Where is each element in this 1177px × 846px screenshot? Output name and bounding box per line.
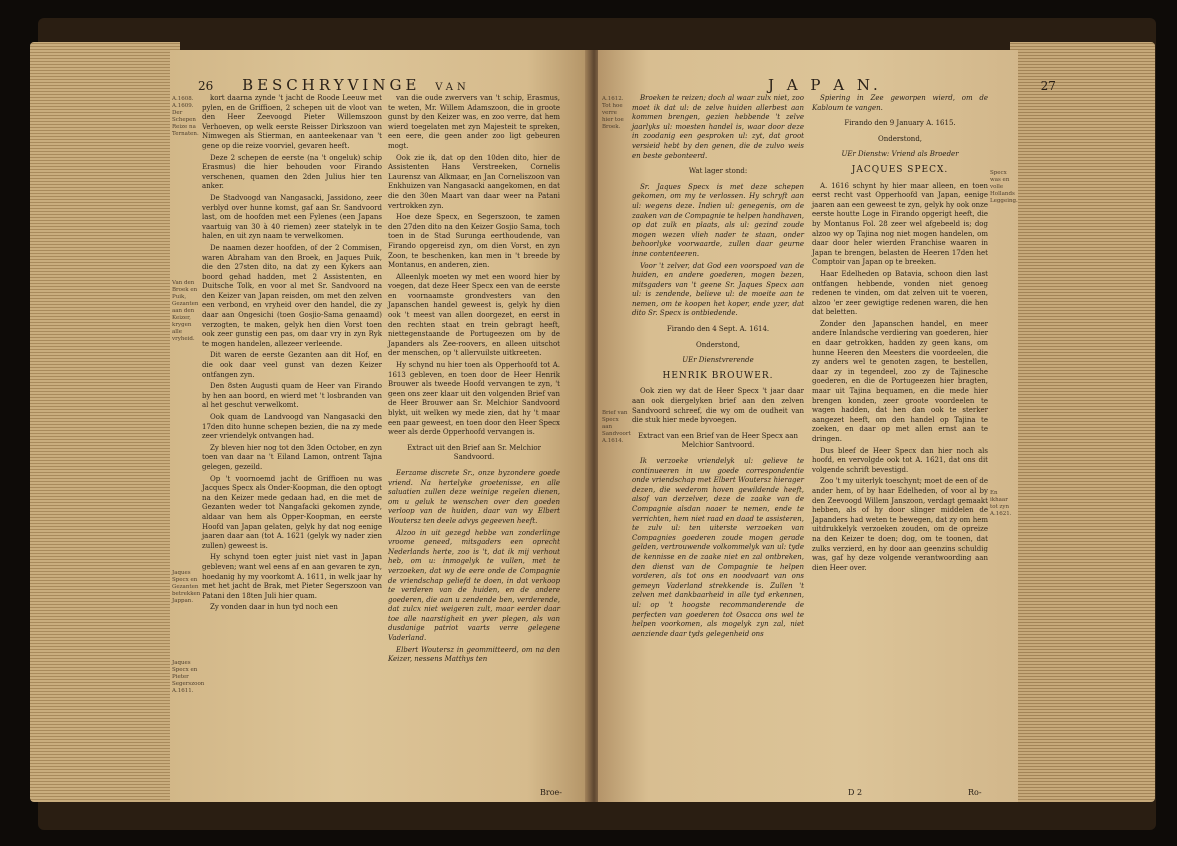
letter-paragraph: Elbert Woutersz in geommitteerd, om na den Keizer, nessens Matthys ten [388, 645, 560, 664]
left-column-2 [388, 94, 560, 667]
extract-title: Extract uit den Brief aan Sr. Melchior Sandvoord. [407, 443, 541, 462]
letter-date: Firando den 4 Sept. A. 1614. [666, 325, 770, 334]
letter-paragraph: Broeken te reizen; doch al waar zulx niet, zoo moet ik dat ul: de zelve huiden allerbest aan kommen brengen, gezien hebbende 't zelve jaarlyks ul: moesten handel is, waar door deze in zoodanig een gesproken ul: zyt, dat groot versieid hebt by den genen, die de zulvo weis en beste gebonteerd. [632, 94, 804, 160]
left-margin-note-1: A.1608. A.1609. Der Schepen Reize na Ternaten. [172, 96, 199, 137]
paragraph: Haar Edelheden op Batavia, schoon dien last ontfangen hebbende, vonden niet genoeg redenen te vinden, om dat zelven uit te voeren, alzoo 'er zeer gewigtige redenen waren, die hen dat beletten. [812, 269, 988, 317]
left-catchword: Broe- [540, 788, 562, 797]
right-margin-note-1: A.1612. Tot hoe verre hier toe Broek. [602, 96, 624, 130]
letter-closing: Onderstond, [695, 340, 741, 349]
right-margin-note-3: Specx was en volle Hollands Leggeing. [990, 170, 1018, 204]
paragraph: Hoe deze Specx, en Segerszoon, te zamen den 27den dito na den Keizer Gosjio Sama, toch toen in de Stad Surunga eerthoudende, van Firando opgereisd zyn, om dien Vorst, en zyn Zoon, te beschenken, kan men in 't breede by Montanus, en anderen, zien. [388, 213, 560, 270]
paragraph: Ook zie ik, dat op den 10den dito, hier de Assistenten Hans Verstreeken, Cornelis Laurensz van Alkmaar, en Jan Corneliszoon van Enkhuizen van Nangasacki aangekomen, en dat die den 30en Maart van daar weer na Patani vertrokken zyn. [388, 153, 560, 210]
left-margin-note-3: Jaques Specx en Gezanten betrekken Jappan. [172, 570, 201, 604]
letter-date: Firando den 9 January A. 1615. [844, 119, 956, 128]
left-page-edges [30, 42, 180, 802]
paragraph: van die oude zwervers van 't schip, Erasmus, te weten, Mr. Willem Adamszoon, die in groote gunst by den Keizer was, en zoo verre, dat hem wierd toegelaten met zyn Majesteit te spreken, een eere, die geen ander zoo ligt gebeuren mogt. [388, 94, 560, 150]
paragraph: De naamen dezer hoofden, of der 2 Commisen, waren Abraham van den Broek, en Jaques Puik, die den 27sten dito, na dat zy een Kykers aan boord gehad hadden, met 2 Assistenten, en Duitsche Tolk, en voor al met Sr. Sandvoord na den Keizer van Japan reisden, om met den zelven een verbond, en vryheid over den handel, die zy daar aan Ongesichi (toen Gosjio-Sama genaamd) verzogten, te maken, gelyk hen dien Vorst toen ook zeer gunstig een pas, om daar vry in zyn Ryk te mogen handelen, allezeer verleende. [202, 243, 382, 348]
lower-stood: Wat lager stond: [688, 167, 748, 176]
right-header-title: J A P A N. [768, 76, 882, 94]
right-margin-note-4: En ikhaar tot zyn A.1621. [990, 490, 1012, 517]
letter-signer: HENRIK BROUWER. [662, 370, 774, 381]
right-header [768, 76, 1056, 94]
left-margin-note-2: Van den Broek en Puik, Gezanten aan den Keizer, krygen alle vryheid. [172, 280, 199, 342]
paragraph: Dit waren de eerste Gezanten aan dit Hof, en die ook daar veel gunst van dezen Keizer ontfangen zyn. [202, 351, 382, 379]
left-header-title: BESCHRYVINGE [242, 76, 421, 94]
right-catchword: Ro- [968, 788, 982, 797]
paragraph: Ook zien wy dat de Heer Specx 't jaar daar aan ook diergelyken brief aan den zelven Sandvoord schreef, die wy om de oudheit van die stuk hier mede byvoegen. [632, 387, 804, 425]
letter-closing: Onderstond, [877, 134, 923, 143]
paragraph: Hy schynd toen egter juist niet vast in Japan gebleven; want wel eens af en aan gevaren te zyn, hoedanig hy my voorkomt A. 1611, in welk jaar hy met het jacht de Brak, met Pieter Segerszoon van Patani den 18ten Juli hier quam. [202, 553, 382, 600]
paragraph: Zy bleven hier nog tot den 3den October, en zyn toen van daar na 't Eiland Lamon, ontrent Tajna gelegen, gezeild. [202, 443, 382, 471]
paragraph: A. 1616 schynt hy hier maar alleen, en toen eerst recht vast Opperhoofd van Japan, eenige jaaren aan een geweest te zyn, gelyk hy ook onze eerste houtte Loge in Firando opgerigt heeft, die by Montanus Fol. 28 zeer wel afgebeeld is; dog alzoo wy op Tajina nog niet mogen handelen, om daar door heler wierden Franchise waaren in Japan te brengen, belasten de Heeren 17den het Comptoir van Japan op te breeken. [812, 181, 988, 267]
left-column-1 [202, 94, 382, 615]
letter-paragraph: Spiering in Zee geworpen wierd, om de Kabloum te vangen. [812, 94, 988, 112]
right-page [598, 50, 1056, 802]
signature-mark: D 2 [848, 788, 863, 797]
paragraph: Zonder den Japanschen handel, en meer andere Inlandsche verdiering van goederen, hier en daar getrokken, hadden zy geen kans, om hunne Heeren den Meesters die voordeelen, die zy anders wel te genoten zagen, te bestellen, daar zy in tegendeel, zoo zy de Tajinesche goederen, en die de Portugeezen hier bragten, maar uit Tajina bequamen, en die mede hier brengen konden, zeer groote voordeelen te wagen hadden, dat hen dan ook te sterker aangezet heeft, om den handel op Tajina te zoeken, en daar op met allen ernst aan te dringen. [812, 319, 988, 443]
right-margin-note-2: Brief van Specx aan Sandvoort A.1614. [602, 410, 631, 444]
letter-paragraph: Ik verzoeke vriendelyk ul: gelieve te continueeren in uw goede correspondentie onde vriendschap met Elbert Woutersz hierager dezen, die wederom hoven gewildende heeft, alsof van derzelver, deze de zaake van de Compagnie alsdan naaer te nemen, ende te verrichten, hem niet raad en daad te assisteren, te zulv ul: ten uiterste verzoeken van Compagnies goederen zoude mogen gerade gelden, vertrouwende volkommelyk van ul: tyde de kennisse en de zaake niet en zal ontbreken, den dienst van de Compagnie te helpen vorderen, als tot ons en noodvaart van ons gemeyn Vaderland strekkende is. Zullen 't zelven met dankbaarheid in alle tyd erkennen, ul: op 't hoogste recommanderende de perfecten van goederen tot Osacca ons wel te helpen voorkomen, als mogelyk zyn zal, niet aenziende daar tyds gelegenheid ons [632, 457, 804, 638]
left-page [170, 50, 590, 802]
letter-signoff: UEr Dienstw: Vriend als Broeder [841, 150, 959, 159]
letter-paragraph: Voor 't zelver, dat God een voorspoed van de huiden, en andere goederen, mogen bezen, mitsgaders van 't geene Sr. Jaques Specx aan ul: is zendende, believe ul: de moeite aan te nemen, om te koopen het koper, ende yzer, dat dito Sr. Specx is ontbiedende. [632, 261, 804, 318]
paragraph: Deze 2 schepen de eerste (na 't ongeluk) schip Erasmus) die hier behouden voor Firando verschenen, quamen den 2den Julius hier ten anker. [202, 153, 382, 191]
paragraph: De Stadvoogd van Nangasacki, Jassidono, zeer verblyd over hunne komst, gaf aan Sr. Sandvoord last, om de hoofden met een Fylenes (een Japans vaartuig van 30 à 40 riemen) zeer statelyk in te halen, en uit zyn naam te verwelkomen. [202, 193, 382, 241]
paragraph: Den 8sten Augusti quam de Heer van Firando by hen aan boord, en wierd met 't losbranden van al het geschut verwelkomt. [202, 382, 382, 410]
left-margin-note-4: Jaques Specx en Pieter Segerszoon A.1611. [172, 660, 205, 694]
paragraph: Dus bleef de Heer Specx dan hier noch als hoofd, en vervolgde ook tot A. 1621, dat ons dit volgende schrift bevestigd. [812, 446, 988, 474]
right-column-2 [812, 94, 988, 575]
paragraph: Ook quam de Landvoogd van Nangasacki den 17den dito hunne schepen bezien, die na zy mede zeer vriendelyk ontvangen had. [202, 413, 382, 441]
paragraph: Zy vonden daar in hun tyd noch een [210, 603, 338, 612]
paragraph: Zoo 't my uiterlyk toeschynt; moet de een of de ander hem, of by haar Edelheden, of voor al by den Zeevoogd Willem Janszoon, verdagt gemaakt hebben, als of hy door slinger middelen de Japanders had weten te bewegen, dat zy om hem uitdrukkelyk verzoeken zouden, om de opreize na den Keizer te doen; dog, om te toonen, dat zulks verzierd, en hy door aan geenzins schuldig was, gaf hy deze volgende verantwoording aan dien Heer over. [812, 477, 988, 572]
paragraph: Alleenlyk moeten wy met een woord hier by voegen, dat deze Heer Specx een van de eerste en voornaamste grondvesters van den Japanschen handel geweest is, gelyk hy dien ook 't meest van allen doorgezet, en eerst in den rechten staat en trein gebragt heeft, niettegenstaande de Portugeezen om by de Japanders als Zee-roovers, en alleen uitschot der menschen, op 't allervuilste uitkreeten. [388, 272, 560, 358]
left-page-number: 26 [198, 79, 214, 93]
paragraph: Hy schynd nu hier toen als Opperhoofd tot A. 1613 gebleven, en toen door de Heer Henrik Brouwer als tweede Hoofd vervangen te zyn, 't geen ons zeer klaar uit den volgenden Brief van de Heer Brouwer aan Sr. Melchior Sandvoord blykt, uit welken wy mede zien, dat hy 't maar een paar geweest, en toen door den Heer Specx weer als derde Opperhoofd vervangen is. [388, 361, 560, 437]
letter-paragraph: Sr. Jaques Specx is met deze schepen gekomen, om my te verlossen. Hy schryft aan ul: wegens deze. Indien ul: genegenis, om de zaaken van de Compagnie te helpen handhaven, op dat zulk en plaats, als ul: gezind zoude mogen wezen vlieh nader te staan, onder behoorlyke voorwaarde, zullen daar geurne inne contenteeren. [632, 182, 804, 258]
letter-signer: JACQUES SPECX. [851, 164, 949, 175]
letter-signoff: UEr Dienstvrerende [682, 356, 754, 365]
left-header [198, 76, 470, 94]
letter-paragraph: Eerzame discrete Sr., onze byzondere goede vriend. Na hertelyke groetenisse, en alle saluatien zullen deze weinige regelen dienen, om u geluk te wenschen over den goeden verloop van de huiden, daar van wy Elbert Woutersz ten deele advys gegeeven heeft. [388, 468, 560, 525]
left-header-van: VAN [435, 82, 470, 93]
right-page-number: 27 [1040, 79, 1056, 93]
paragraph: Op 't voornoemd jacht de Griffioen nu was Jacques Specx als Onder-Koopman, die den optogt na den Keizer mede gedaan had, en die met de Gezanten weder tot Nangafacki gekomen zynde, aldaar van hem als Opper-Koopman, en eerste Hoofd van Japan gelaten, gelyk hy dat nog eenige jaaren daar aan (tot A. 1621 (gelyk wy nader zien zullen) geweest is. [202, 474, 382, 550]
paragraph: kort daarna zynde 't jacht de Roode Leeuw met pylen, en de Griffioen, 2 schepen uit de vloot van den Heer Zeevoogd Pieter Willemszoon Verhoeven, op welk eerste Reisser Dirkszoon van Nimwegen als Stierman, en aanteekenaar van 't gene op die reize voorviel, gevaren heeft. [202, 94, 382, 150]
right-page-edges [1010, 42, 1155, 802]
right-column-1 [632, 94, 804, 641]
extract-title: Extract van een Brief van de Heer Specx aan Melchior Santvoord. [638, 431, 798, 450]
letter-paragraph: Alzoo in uit gezegd hebbe van zonderlinge vroome geneed, mitsgaders een oprecht Nederlands herte, zoo is 't, dat ik mij verhout heb, om u: inmogelyk te vullen, met te verzoeken, dat wy de eere onde de Compagnie de vriendschap geliefd te doen, in dat verkoop te verderen van de huiden, en de andere goederen, die aan u zendende ben, verderende, dat zulcx niet weigeren zult, maar eerder daar toe alle naarstigheit en yver plegen, als van dusdanige patriot vaarts verre gelegene Vaderland. [388, 528, 560, 643]
